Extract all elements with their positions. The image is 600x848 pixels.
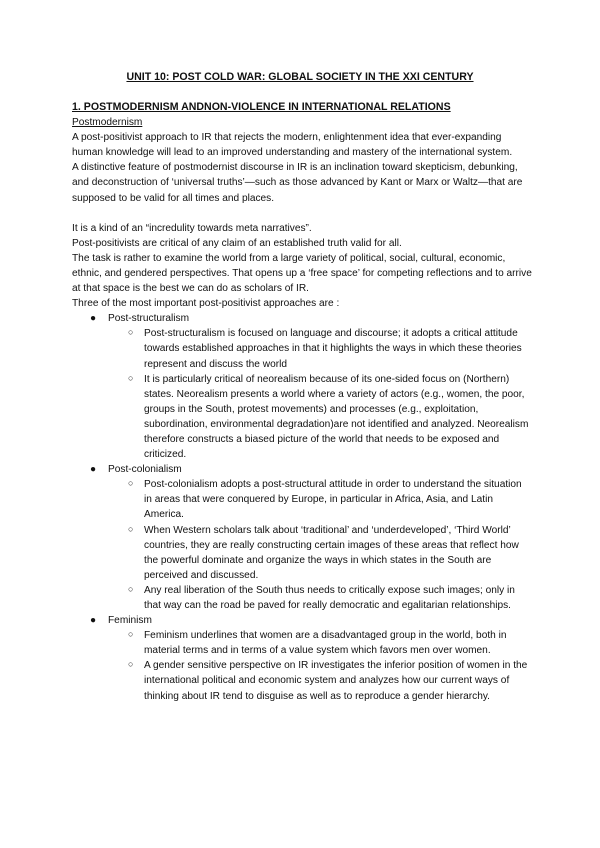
circle-bullet-icon: ○ (128, 629, 134, 640)
circle-bullet-icon: ○ (128, 523, 134, 534)
approach-name: Post-colonialism (108, 464, 182, 476)
list-item (108, 628, 532, 658)
section-heading: 1. POSTMODERNISM ANDNON-VIOLENCE IN INTERNATIONAL RELATIONS (72, 101, 451, 113)
subheading: Postmodernism (72, 117, 143, 129)
circle-bullet-icon: ○ (128, 372, 134, 383)
point-text: When Western scholars talk about ‘traditional’ and ‘underdeveloped’, ‘Third World’ countries, they are really constructing certain images of these areas that reflect how the powerful dominate and organize the ways in which states in the South are perceived and discussed. (144, 524, 519, 581)
paragraph: A distinctive feature of postmodernist discourse in IR is an inclination toward skepticism, debunking, and deconstruction of ‘universal truths’—such as those advanced by Kant or Marx or Waltz—that are supposed to be valid for all times and places. (72, 162, 523, 204)
paragraph-gap (72, 206, 532, 221)
paragraph: Three of the most important post-positivist approaches are : (72, 298, 340, 310)
list-item (108, 477, 532, 522)
point-text: Post-colonialism adopts a post-structural attitude in order to understand the situation in areas that were conquered by Europe, in particular in Africa, Asia, and Latin America. (144, 479, 522, 521)
point-text: It is particularly critical of neorealism because of its one-sided focus on (Northern) states. Neorealism presents a world where a variety of actors (e.g., women, the poor, groups in the South, protest movements) and processes (e.g., exploitation, subordination, environmental degradation)are not identified and analyzed. Neorealism therefore constructs a biased picture of the world that needs to be exposed and criticized. (144, 373, 529, 461)
circle-bullet-icon: ○ (128, 583, 134, 594)
unit-title: UNIT 10: POST COLD WAR: GLOBAL SOCIETY IN THE XXI CENTURY (126, 71, 474, 83)
list-item (108, 326, 532, 371)
sub-list (108, 628, 532, 703)
point-text: Any real liberation of the South thus needs to critically expose such images; only in that way can the road be paved for really democratic and egalitarian relationships. (144, 584, 515, 611)
list-item (72, 613, 532, 704)
list-item (72, 311, 532, 462)
bullet-icon: ● (90, 464, 97, 476)
circle-bullet-icon: ○ (128, 478, 134, 489)
sub-list (108, 326, 532, 462)
approach-name: Post-structuralism (108, 313, 190, 325)
approach-name: Feminism (108, 615, 152, 627)
paragraph: A post-positivist approach to IR that rejects the modern, enlightenment idea that ever-expanding human knowledge will lead to an improved understanding and mastery of the international system. (72, 132, 513, 159)
bullet-icon: ● (90, 615, 97, 627)
point-text: Post-structuralism is focused on language and discourse; it adopts a critical attitude towards established approaches in that it highlights the ways in which these theories represent and discuss the world (144, 328, 522, 370)
document-body (72, 100, 532, 704)
bullet-icon: ● (90, 313, 97, 325)
approaches-list (72, 311, 532, 703)
point-text: A gender sensitive perspective on IR investigates the inferior position of women in the international political and economic system and analyzes how our current ways of thinking about IR tend to disguise as well as to reproduce a gender hierarchy. (144, 660, 528, 702)
list-item (72, 462, 532, 613)
paragraph: The task is rather to examine the world from a large variety of political, social, cultural, economic, ethnic, and gendered perspectives. That opens up a ‘free space’ for competing reflections and to arrive at that space is the best we can do as scholars of IR. (72, 252, 532, 295)
list-item (108, 523, 532, 583)
circle-bullet-icon: ○ (128, 659, 134, 670)
sub-list (108, 477, 532, 613)
list-item (108, 658, 532, 703)
point-text: Feminism underlines that women are a disadvantaged group in the world, both in material terms and in terms of a value system which favors men over women. (144, 630, 507, 657)
paragraph: Post-positivists are critical of any claim of an established truth valid for all. (72, 237, 402, 249)
paragraph: It is a kind of an “incredulity towards meta narratives”. (72, 222, 312, 234)
circle-bullet-icon: ○ (128, 327, 134, 338)
list-item (108, 372, 532, 463)
list-item (108, 583, 532, 613)
